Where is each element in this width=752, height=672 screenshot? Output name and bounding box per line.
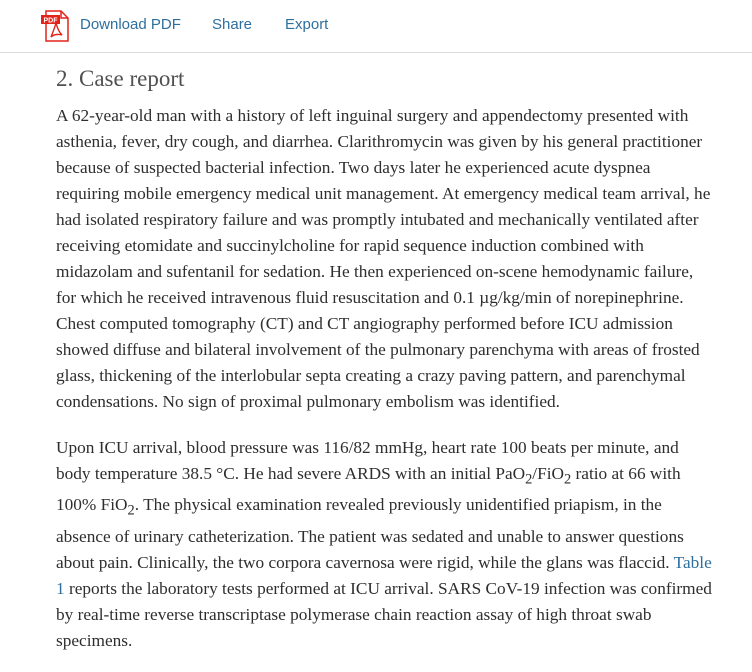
svg-text:PDF: PDF <box>43 17 58 25</box>
paragraph-text: reports the laboratory tests performed at ICU arrival. SARS CoV-19 infection was confirmed by real-time reverse transcriptase polymerase chain reaction assay of high throat swab specimens. <box>56 578 712 650</box>
subscript: 2 <box>127 502 135 519</box>
section-heading: 2. Case report <box>56 66 185 91</box>
download-pdf-link[interactable]: Download PDF <box>80 16 181 33</box>
subscript: 2 <box>564 471 572 488</box>
paragraph-text: Upon ICU arrival, blood pressure was 116/82 mmHg, heart rate 100 beats per minute, and body temperature 38.5 °C. He had severe ARDS with an initial PaO <box>56 438 679 483</box>
export-button[interactable]: Export <box>285 16 329 33</box>
paragraph-text: . The physical examination revealed previously unidentified priapism, in the absence of urinary catheterization. The patient was sedated and unable to answer questions about pain. Clinically, the two corpora cavernosa were rigid, while the glans was flaccid. <box>56 495 684 572</box>
article-toolbar <box>0 0 752 53</box>
table-1-link[interactable]: Table 1 <box>56 552 712 598</box>
case-paragraph-1: A 62-year-old man with a history of left inguinal surgery and appendectomy presented with asthenia, fever, dry cough, and diarrhea. Clarithromycin was given by his general practitioner because of suspected bacterial infection. Two days later he experienced acute dyspnea requiring mobile emergency medical unit management. At emergency medical team arrival, he had isolated respiratory failure and was promptly intubated and mechanically ventilated after receiving etomidate and succinylcholine for rapid sequence induction combined with midazolam and sufentanil for sedation. He then experienced on-scene hemodynamic failure, for which he received intravenous fluid resuscitation and 0.1 µg/kg/min of norepinephrine. Chest computed tomography (CT) and CT angiography performed before ICU admission showed diffuse and bilateral involvement of the pulmonary parenchyma with areas of frosted glass, thickening of the interlobular septa creating a crazy paving pattern, and parenchymal condensations. No sign of proximal pulmonary embolism was identified. <box>56 106 711 411</box>
case-paragraph-2 <box>56 435 716 654</box>
article-section <box>56 62 716 654</box>
pdf-file-icon[interactable] <box>40 10 72 42</box>
paragraph-text: ratio at 66 with 100% FiO <box>56 464 681 515</box>
subscript: 2 <box>525 471 533 488</box>
share-button[interactable]: Share <box>212 16 253 33</box>
paragraph-text: /FiO <box>532 464 564 483</box>
